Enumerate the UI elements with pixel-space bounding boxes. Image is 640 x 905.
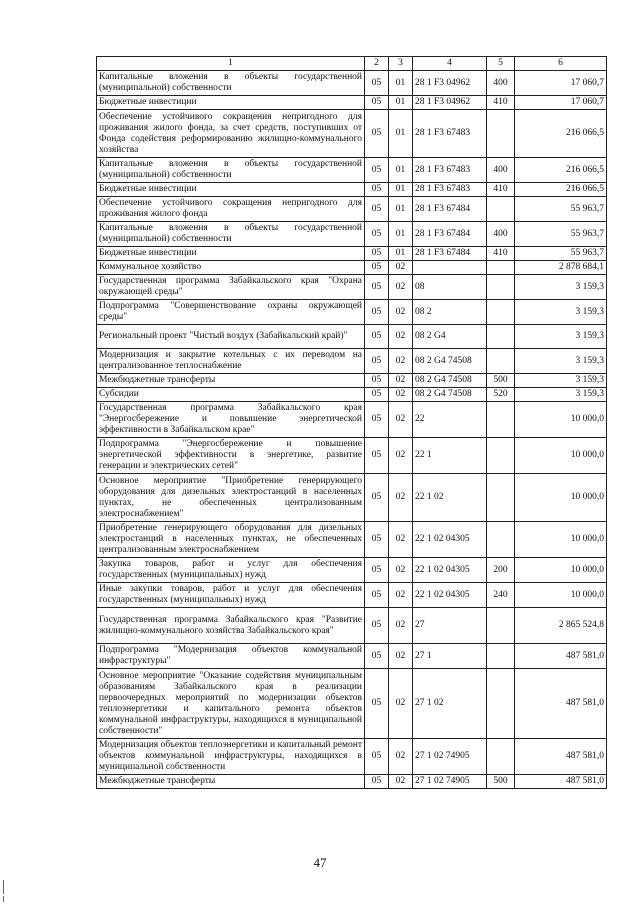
- row-name-cell: Подпрограмма "Модернизация объектов коммунальной инфраструктуры": [97, 644, 365, 669]
- row-target-article-cell: 28 1 F3 67484: [413, 247, 487, 261]
- row-expense-type-cell: 200: [487, 558, 515, 583]
- row-section-cell: 05: [365, 71, 389, 96]
- row-target-article-cell: 08 2 G4: [413, 325, 487, 349]
- row-expense-type-cell: [487, 438, 515, 474]
- row-section-cell: 05: [365, 438, 389, 474]
- row-target-article-cell: 22 1 02 04305: [413, 583, 487, 608]
- row-subsection-cell: 02: [389, 644, 413, 669]
- row-section-cell: 05: [365, 474, 389, 522]
- row-target-article-cell: 27 1: [413, 644, 487, 669]
- row-name-cell: Субсидии: [97, 388, 365, 402]
- row-section-cell: 05: [365, 522, 389, 558]
- row-target-article-cell: 28 1 F3 67483: [413, 110, 487, 158]
- row-section-cell: 05: [365, 183, 389, 197]
- row-section-cell: 05: [365, 275, 389, 300]
- row-target-article-cell: 28 1 F3 04962: [413, 96, 487, 110]
- row-expense-type-cell: [487, 261, 515, 275]
- row-amount-cell: 487 581,0: [515, 739, 607, 775]
- row-amount-cell: 10 000,0: [515, 474, 607, 522]
- row-amount-cell: 10 000,0: [515, 438, 607, 474]
- row-target-article-cell: 28 1 F3 04962: [413, 71, 487, 96]
- row-name-cell: Капитальные вложения в объекты государственной (муниципальной) собственности: [97, 71, 365, 96]
- row-name-cell: Государственная программа Забайкальского края "Охрана окружающей среды": [97, 275, 365, 300]
- row-section-cell: 05: [365, 583, 389, 608]
- row-name-cell: Основное мероприятие "Приобретение генерирующего оборудования для дизельных электростанций в населенных пунктах, не обеспеченных централизованным электроснабжением": [97, 474, 365, 522]
- row-subsection-cell: 01: [389, 197, 413, 222]
- row-name-cell: Государственная программа Забайкальского края "Развитие жилищно-коммунального хозяйства Забайкальского края": [97, 608, 365, 644]
- row-name-cell: Капитальные вложения в объекты государственной (муниципальной) собственности: [97, 158, 365, 183]
- row-target-article-cell: 22 1 02 04305: [413, 558, 487, 583]
- row-name-cell: Коммунальное хозяйство: [97, 261, 365, 275]
- row-name-cell: Приобретение генерирующего оборудования для дизельных электростанций в населенных пунктах, не обеспеченных централизованным электроснабжением: [97, 522, 365, 558]
- row-name-cell: Иные закупки товаров, работ и услуг для обеспечения государственных (муниципальных) нужд: [97, 583, 365, 608]
- row-name-cell: Обеспечение устойчивого сокращения непригодного для проживания жилого фонда, за счет средств, поступивших от Фонда содействия реформированию жилищно-коммунального хозяйства: [97, 110, 365, 158]
- row-amount-cell: 3 159,3: [515, 275, 607, 300]
- row-section-cell: 05: [365, 349, 389, 374]
- row-amount-cell: 2 865 524,8: [515, 608, 607, 644]
- row-name-cell: Капитальные вложения в объекты государственной (муниципальной) собственности: [97, 222, 365, 247]
- table-row: [97, 388, 607, 402]
- row-section-cell: 05: [365, 775, 389, 789]
- row-expense-type-cell: 410: [487, 96, 515, 110]
- row-amount-cell: 55 963,7: [515, 247, 607, 261]
- header-cell-amount: 6: [515, 57, 607, 71]
- row-amount-cell: 2 878 684,1: [515, 261, 607, 275]
- header-cell-target-article: 4: [413, 57, 487, 71]
- row-section-cell: 05: [365, 325, 389, 349]
- row-subsection-cell: 02: [389, 388, 413, 402]
- row-amount-cell: 17 060,7: [515, 71, 607, 96]
- row-name-cell: Обеспечение устойчивого сокращения непригодного для проживания жилого фонда: [97, 197, 365, 222]
- row-expense-type-cell: [487, 522, 515, 558]
- table-row: [97, 522, 607, 558]
- row-subsection-cell: 02: [389, 669, 413, 739]
- row-expense-type-cell: [487, 275, 515, 300]
- row-amount-cell: 10 000,0: [515, 583, 607, 608]
- table-row: [97, 300, 607, 325]
- row-target-article-cell: 08 2: [413, 300, 487, 325]
- row-name-cell: Подпрограмма "Совершенствование охраны окружающей среды": [97, 300, 365, 325]
- row-expense-type-cell: [487, 644, 515, 669]
- row-section-cell: 05: [365, 247, 389, 261]
- row-expense-type-cell: [487, 608, 515, 644]
- table-row: [97, 438, 607, 474]
- row-expense-type-cell: [487, 474, 515, 522]
- table-row: [97, 261, 607, 275]
- table-row: [97, 71, 607, 96]
- row-section-cell: 05: [365, 110, 389, 158]
- row-subsection-cell: 01: [389, 96, 413, 110]
- row-amount-cell: 487 581,0: [515, 669, 607, 739]
- row-target-article-cell: 28 1 F3 67484: [413, 197, 487, 222]
- table-row: [97, 197, 607, 222]
- row-target-article-cell: 08 2 G4 74508: [413, 388, 487, 402]
- row-target-article-cell: 08: [413, 275, 487, 300]
- row-expense-type-cell: 400: [487, 71, 515, 96]
- row-name-cell: Закупка товаров, работ и услуг для обеспечения государственных (муниципальных) нужд: [97, 558, 365, 583]
- row-section-cell: 05: [365, 388, 389, 402]
- row-subsection-cell: 02: [389, 374, 413, 388]
- row-target-article-cell: [413, 261, 487, 275]
- row-subsection-cell: 01: [389, 71, 413, 96]
- row-section-cell: 05: [365, 739, 389, 775]
- row-section-cell: 05: [365, 222, 389, 247]
- row-expense-type-cell: [487, 325, 515, 349]
- row-name-cell: Государственная программа Забайкальского края "Энергосбережение и повышение энергетической эффективности в Забайкальском крае": [97, 402, 365, 438]
- table-row: [97, 669, 607, 739]
- row-subsection-cell: 02: [389, 739, 413, 775]
- row-subsection-cell: 02: [389, 608, 413, 644]
- row-target-article-cell: 22: [413, 402, 487, 438]
- row-subsection-cell: 02: [389, 275, 413, 300]
- row-section-cell: 05: [365, 197, 389, 222]
- row-subsection-cell: 02: [389, 261, 413, 275]
- row-section-cell: 05: [365, 300, 389, 325]
- table-row: [97, 402, 607, 438]
- row-subsection-cell: 01: [389, 183, 413, 197]
- row-target-article-cell: 27 1 02: [413, 669, 487, 739]
- row-target-article-cell: 22 1: [413, 438, 487, 474]
- page-number: 47: [313, 855, 327, 870]
- scan-edge-mark: [3, 880, 4, 894]
- row-name-cell: Бюджетные инвестиции: [97, 247, 365, 261]
- row-amount-cell: 10 000,0: [515, 522, 607, 558]
- row-subsection-cell: 01: [389, 222, 413, 247]
- row-section-cell: 05: [365, 669, 389, 739]
- row-section-cell: 05: [365, 644, 389, 669]
- row-target-article-cell: 08 2 G4 74508: [413, 349, 487, 374]
- header-cell-expense-type: 5: [487, 57, 515, 71]
- row-expense-type-cell: 410: [487, 247, 515, 261]
- row-amount-cell: 216 066,5: [515, 110, 607, 158]
- budget-table-page: [96, 56, 606, 789]
- row-name-cell: Бюджетные инвестиции: [97, 183, 365, 197]
- row-amount-cell: 17 060,7: [515, 96, 607, 110]
- table-row: [97, 775, 607, 789]
- row-amount-cell: 3 159,3: [515, 374, 607, 388]
- row-expense-type-cell: [487, 349, 515, 374]
- row-section-cell: 05: [365, 261, 389, 275]
- row-amount-cell: 487 581,0: [515, 775, 607, 789]
- row-name-cell: Бюджетные инвестиции: [97, 96, 365, 110]
- row-subsection-cell: 01: [389, 110, 413, 158]
- row-section-cell: 05: [365, 96, 389, 110]
- header-cell-name: 1: [97, 57, 365, 71]
- row-target-article-cell: 28 1 F3 67483: [413, 158, 487, 183]
- row-name-cell: Межбюджетные трансферты: [97, 374, 365, 388]
- row-target-article-cell: 22 1 02: [413, 474, 487, 522]
- row-expense-type-cell: [487, 739, 515, 775]
- table-row: [97, 474, 607, 522]
- table-row: [97, 558, 607, 583]
- table-body: [97, 71, 607, 789]
- row-subsection-cell: 02: [389, 438, 413, 474]
- row-name-cell: Межбюджетные трансферты: [97, 775, 365, 789]
- row-expense-type-cell: 400: [487, 222, 515, 247]
- row-amount-cell: 216 066,5: [515, 158, 607, 183]
- row-amount-cell: 10 000,0: [515, 402, 607, 438]
- row-expense-type-cell: [487, 197, 515, 222]
- row-expense-type-cell: [487, 669, 515, 739]
- table-header-row: [97, 57, 607, 71]
- row-name-cell: Основное мероприятие "Оказание содействия муниципальным образованиям Забайкальского края в реализации первоочередных мероприятий по модернизации объектов теплоэнергетики и капитального ремонта объектов коммунальной инфраструктуры, находящихся в муниципальной собственности": [97, 669, 365, 739]
- row-expense-type-cell: [487, 110, 515, 158]
- row-expense-type-cell: [487, 402, 515, 438]
- row-subsection-cell: 02: [389, 474, 413, 522]
- row-expense-type-cell: 410: [487, 183, 515, 197]
- table-row: [97, 644, 607, 669]
- row-expense-type-cell: [487, 300, 515, 325]
- table-row: [97, 608, 607, 644]
- row-amount-cell: 55 963,7: [515, 222, 607, 247]
- row-amount-cell: 3 159,3: [515, 325, 607, 349]
- row-expense-type-cell: 500: [487, 374, 515, 388]
- row-subsection-cell: 01: [389, 247, 413, 261]
- table-row: [97, 275, 607, 300]
- row-target-article-cell: 22 1 02 04305: [413, 522, 487, 558]
- row-subsection-cell: 02: [389, 558, 413, 583]
- row-subsection-cell: 02: [389, 349, 413, 374]
- table-row: [97, 110, 607, 158]
- row-name-cell: Подпрограмма "Энергосбережение и повышение энергетической эффективности в энергетике, развитие генерации и электрических сетей": [97, 438, 365, 474]
- row-section-cell: 05: [365, 158, 389, 183]
- table-row: [97, 247, 607, 261]
- table-row: [97, 325, 607, 349]
- table-row: [97, 222, 607, 247]
- row-amount-cell: 3 159,3: [515, 349, 607, 374]
- row-expense-type-cell: 520: [487, 388, 515, 402]
- row-section-cell: 05: [365, 402, 389, 438]
- row-subsection-cell: 02: [389, 300, 413, 325]
- row-name-cell: Модернизация объектов теплоэнергетики и капитальный ремонт объектов коммунальной инфраструктуры, находящихся в муниципальной собственности: [97, 739, 365, 775]
- table-row: [97, 583, 607, 608]
- row-target-article-cell: 08 2 G4 74508: [413, 374, 487, 388]
- row-name-cell: Модернизация и закрытие котельных с их переводом на централизованное теплоснабжение: [97, 349, 365, 374]
- row-name-cell: Региональный проект "Чистый воздух (Забайкальский край)": [97, 325, 365, 349]
- row-target-article-cell: 28 1 F3 67483: [413, 183, 487, 197]
- row-subsection-cell: 01: [389, 158, 413, 183]
- row-subsection-cell: 02: [389, 325, 413, 349]
- row-amount-cell: 487 581,0: [515, 644, 607, 669]
- row-expense-type-cell: 500: [487, 775, 515, 789]
- table-row: [97, 183, 607, 197]
- scan-edge-mark: [3, 896, 4, 902]
- row-expense-type-cell: 240: [487, 583, 515, 608]
- row-expense-type-cell: 400: [487, 158, 515, 183]
- row-subsection-cell: 02: [389, 402, 413, 438]
- table-row: [97, 349, 607, 374]
- table-row: [97, 739, 607, 775]
- row-section-cell: 05: [365, 374, 389, 388]
- row-section-cell: 05: [365, 608, 389, 644]
- header-cell-subsection: 3: [389, 57, 413, 71]
- row-amount-cell: 10 000,0: [515, 558, 607, 583]
- table-row: [97, 374, 607, 388]
- row-amount-cell: 216 066,5: [515, 183, 607, 197]
- row-amount-cell: 3 159,3: [515, 388, 607, 402]
- table-row: [97, 96, 607, 110]
- row-target-article-cell: 27: [413, 608, 487, 644]
- row-section-cell: 05: [365, 558, 389, 583]
- row-amount-cell: 55 963,7: [515, 197, 607, 222]
- row-subsection-cell: 02: [389, 522, 413, 558]
- row-target-article-cell: 28 1 F3 67484: [413, 222, 487, 247]
- row-amount-cell: 3 159,3: [515, 300, 607, 325]
- row-target-article-cell: 27 1 02 74905: [413, 775, 487, 789]
- table-row: [97, 158, 607, 183]
- row-subsection-cell: 02: [389, 775, 413, 789]
- budget-table: [96, 56, 607, 789]
- header-cell-section: 2: [365, 57, 389, 71]
- row-subsection-cell: 02: [389, 583, 413, 608]
- row-target-article-cell: 27 1 02 74905: [413, 739, 487, 775]
